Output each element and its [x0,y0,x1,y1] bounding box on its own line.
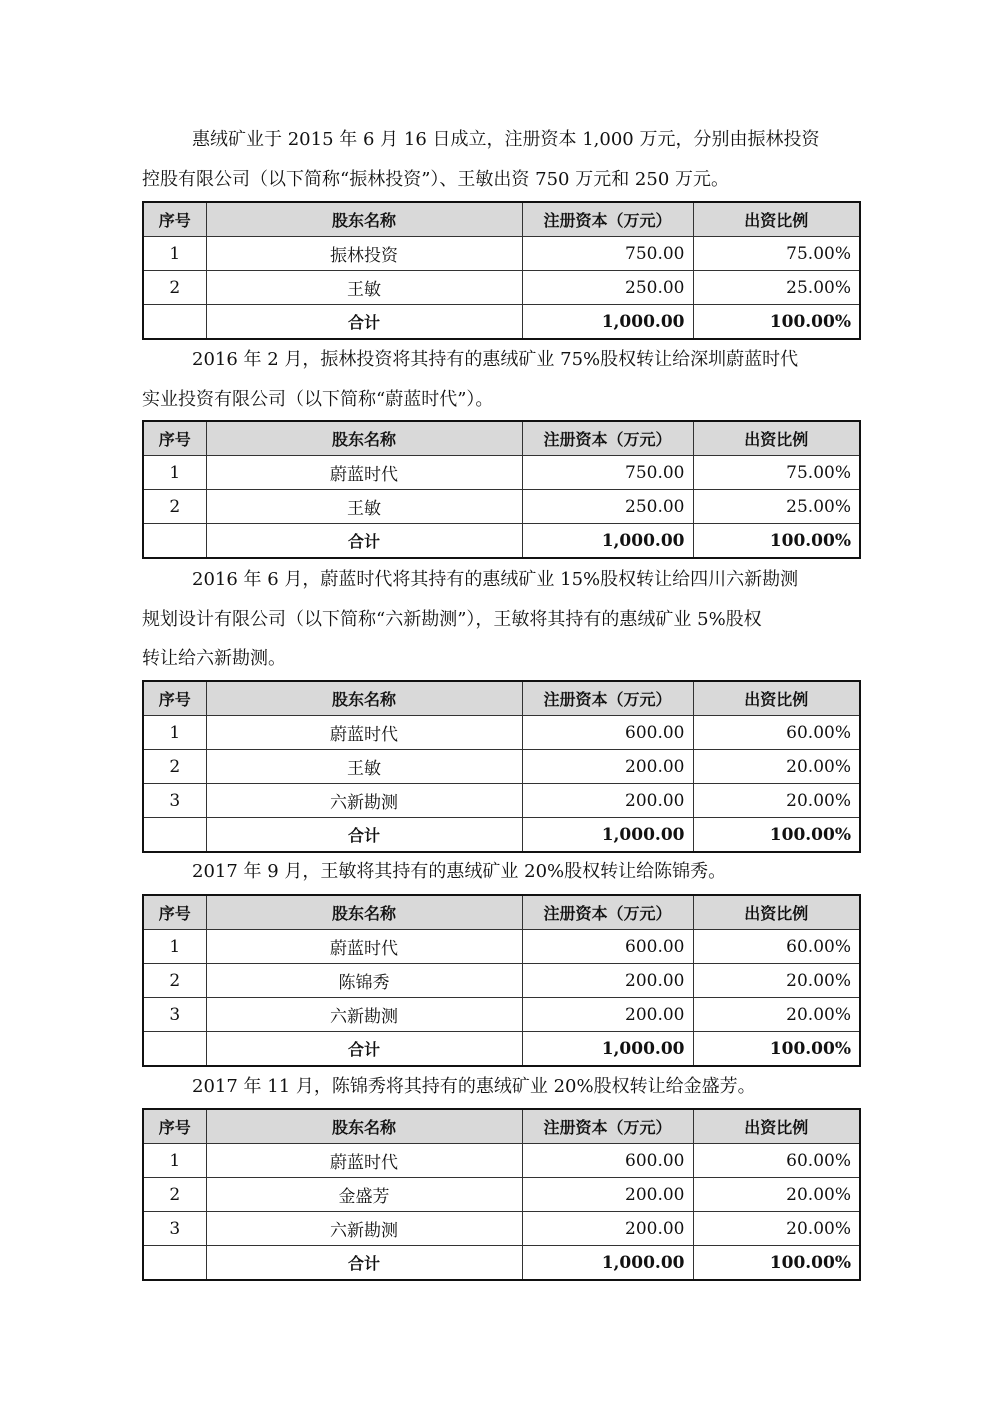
column-header: 序号 [143,421,206,456]
table-cell: 1 [143,237,206,271]
total-row [143,818,860,853]
paragraph [142,852,858,892]
table-cell: 600.00 [522,716,693,750]
table-cell: 王敏 [206,271,522,305]
table-header-row [143,681,860,716]
shareholder-table [142,680,861,853]
table-cell: 20.00% [693,998,860,1032]
paragraph [142,340,858,419]
total-row [143,305,860,340]
table-cell: 金盛芳 [206,1178,522,1212]
table-cell: 250.00 [522,490,693,524]
paragraph-line: 实业投资有限公司（以下简称“蔚蓝时代”）。 [142,388,494,410]
table-cell: 200.00 [522,1212,693,1246]
total-cell: 1,000.00 [522,818,693,853]
table-row [143,237,860,271]
table-cell: 六新勘测 [206,1212,522,1246]
paragraph-line: 控股有限公司（以下简称“振林投资”）、王敏出资 750 万元和 250 万元。 [142,168,730,190]
table-header-row [143,421,860,456]
total-row [143,1246,860,1281]
table-cell: 2 [143,271,206,305]
table-row [143,964,860,998]
shareholder-table [142,420,861,559]
total-cell [143,305,206,340]
total-cell: 合计 [206,1246,522,1281]
table-cell: 陈锦秀 [206,964,522,998]
table-row [143,456,860,490]
paragraph-line: 惠绒矿业于 2015 年 6 月 16 日成立，注册资本 1,000 万元，分别由振林投资 [192,129,820,150]
table-row [143,998,860,1032]
table-cell: 蔚蓝时代 [206,716,522,750]
table-cell: 20.00% [693,964,860,998]
table-row [143,271,860,305]
table-header-row [143,895,860,930]
table-cell: 2 [143,1178,206,1212]
table-cell: 2 [143,750,206,784]
table-cell: 2 [143,964,206,998]
column-header: 注册资本（万元） [522,1109,693,1144]
total-cell: 100.00% [693,1032,860,1067]
table-cell: 20.00% [693,784,860,818]
table-cell: 1 [143,456,206,490]
table-header-row [143,202,860,237]
table-cell: 200.00 [522,750,693,784]
table-cell: 3 [143,784,206,818]
table-cell: 200.00 [522,1178,693,1212]
column-header: 序号 [143,895,206,930]
total-cell: 1,000.00 [522,1246,693,1281]
paragraph-line: 2016 年 6 月，蔚蓝时代将其持有的惠绒矿业 15%股权转让给四川六新勘测 [192,569,799,590]
total-cell: 合计 [206,818,522,853]
column-header: 注册资本（万元） [522,202,693,237]
shareholder-table [142,894,861,1067]
table-row [143,750,860,784]
total-cell: 1,000.00 [522,524,693,559]
total-cell: 1,000.00 [522,1032,693,1067]
table-cell: 振林投资 [206,237,522,271]
table-cell: 75.00% [693,456,860,490]
table-header-row [143,1109,860,1144]
column-header: 股东名称 [206,421,522,456]
table-cell: 六新勘测 [206,784,522,818]
total-cell: 100.00% [693,818,860,853]
column-header: 出资比例 [693,681,860,716]
column-header: 注册资本（万元） [522,421,693,456]
table-cell: 600.00 [522,1144,693,1178]
table-cell: 2 [143,490,206,524]
table-cell: 60.00% [693,1144,860,1178]
column-header: 出资比例 [693,895,860,930]
table-cell: 蔚蓝时代 [206,930,522,964]
total-cell [143,1246,206,1281]
total-cell: 100.00% [693,524,860,559]
column-header: 序号 [143,202,206,237]
table-cell: 200.00 [522,964,693,998]
paragraph-line: 转让给六新勘测。 [142,648,286,669]
table-cell: 1 [143,930,206,964]
column-header: 股东名称 [206,681,522,716]
table-cell: 750.00 [522,237,693,271]
total-row [143,1032,860,1067]
column-header: 股东名称 [206,895,522,930]
column-header: 股东名称 [206,1109,522,1144]
table-cell: 3 [143,1212,206,1246]
table-cell: 60.00% [693,716,860,750]
column-header: 序号 [143,1109,206,1144]
paragraph [142,1067,858,1107]
column-header: 序号 [143,681,206,716]
table-cell: 1 [143,1144,206,1178]
column-header: 出资比例 [693,202,860,237]
total-cell: 合计 [206,305,522,340]
table-cell: 600.00 [522,930,693,964]
total-cell: 合计 [206,1032,522,1067]
total-cell: 100.00% [693,1246,860,1281]
paragraph-line: 2017 年 11 月，陈锦秀将其持有的惠绒矿业 20%股权转让给金盛芳。 [192,1076,756,1097]
table-cell: 750.00 [522,456,693,490]
paragraph-line: 规划设计有限公司（以下简称“六新勘测”），王敏将其持有的惠绒矿业 5%股权 [142,608,762,630]
total-row [143,524,860,559]
table-cell: 蔚蓝时代 [206,1144,522,1178]
table-cell: 20.00% [693,750,860,784]
table-cell: 蔚蓝时代 [206,456,522,490]
shareholder-table [142,201,861,340]
table-cell: 25.00% [693,271,860,305]
table-cell: 200.00 [522,998,693,1032]
total-cell [143,524,206,559]
table-row [143,1144,860,1178]
total-cell: 100.00% [693,305,860,340]
column-header: 出资比例 [693,1109,860,1144]
table-row [143,784,860,818]
table-row [143,490,860,524]
paragraph-line: 2016 年 2 月，振林投资将其持有的惠绒矿业 75%股权转让给深圳蔚蓝时代 [192,349,799,370]
column-header: 注册资本（万元） [522,681,693,716]
table-cell: 60.00% [693,930,860,964]
column-header: 出资比例 [693,421,860,456]
table-row [143,1178,860,1212]
paragraph-line: 2017 年 9 月，王敏将其持有的惠绒矿业 20%股权转让给陈锦秀。 [192,861,727,882]
table-cell: 六新勘测 [206,998,522,1032]
column-header: 股东名称 [206,202,522,237]
total-cell [143,1032,206,1067]
table-cell: 1 [143,716,206,750]
total-cell: 合计 [206,524,522,559]
paragraph [142,560,858,679]
table-cell: 王敏 [206,490,522,524]
total-cell [143,818,206,853]
table-cell: 75.00% [693,237,860,271]
paragraph [142,120,858,199]
table-cell: 3 [143,998,206,1032]
total-cell: 1,000.00 [522,305,693,340]
shareholder-table [142,1108,861,1281]
table-row [143,930,860,964]
table-cell: 200.00 [522,784,693,818]
table-row [143,716,860,750]
table-cell: 20.00% [693,1178,860,1212]
table-cell: 250.00 [522,271,693,305]
table-cell: 王敏 [206,750,522,784]
column-header: 注册资本（万元） [522,895,693,930]
table-row [143,1212,860,1246]
table-cell: 25.00% [693,490,860,524]
table-cell: 20.00% [693,1212,860,1246]
